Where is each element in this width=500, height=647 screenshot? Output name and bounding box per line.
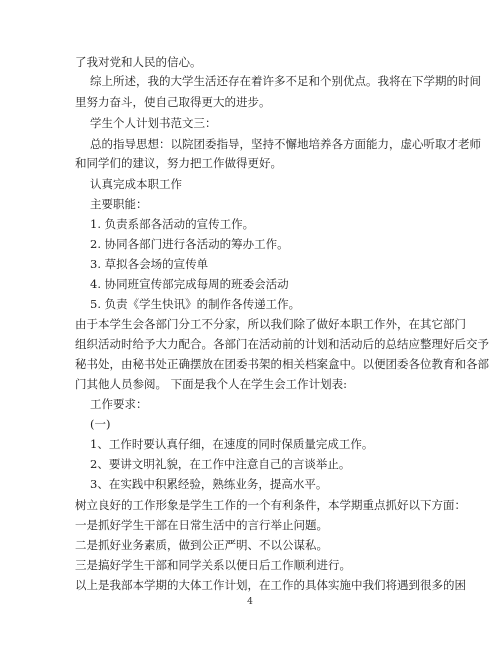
text-line: 组织活动时给予大力配合。各部门在活动前的计划和活动后的总结应整理好后交予 (75, 337, 489, 351)
text-line: 门其他人员参阅。 下面是我个人在学生会工作计划表: (75, 377, 348, 391)
text-line: 2. 协同各部门进行各活动的筹办工作。 (90, 237, 289, 251)
page-number: 4 (247, 597, 253, 607)
text-line: 里努力奋斗，使自己取得更大的进步。 (75, 95, 271, 109)
text-line: 4. 协同班宣传部完成每周的班委会活动 (90, 277, 289, 291)
text-line: 树立良好的工作形象是学生工作的一个有利条件，本学期重点抓好以下方面： (75, 498, 466, 512)
text-line: 一是抓好学生干部在日常生活中的言行举止问题。 (75, 518, 328, 532)
text-line: 以上是我部本学期的大体工作计划，在工作的具体实施中我们将遇到很多的困 (75, 578, 466, 592)
text-line: 二是抓好业务素质，做到公正严明、不以公谋私。 (75, 538, 328, 552)
text-line: 2、要讲文明礼貌，在工作中注意自己的言谈举止。 (90, 457, 351, 471)
text-line: 三是搞好学生干部和同学关系以便日后工作顺利进行。 (75, 558, 351, 572)
text-line: 1. 负责系部各活动的宣传工作。 (90, 217, 255, 231)
text-line: (一) (90, 417, 111, 431)
text-line: 5. 负责《学生快讯》的制作各传递工作。 (90, 297, 301, 311)
text-line: 综上所述，我的大学生活还存在着许多不足和个别优点。我将在下学期的时间 (90, 74, 481, 88)
text-line: 了我对党和人民的信心。 (75, 55, 202, 69)
text-line: 3、在实践中积累经验，熟练业务，提高水平。 (90, 477, 328, 491)
text-line: 由于本学生会各部门分工不分家，所以我们除了做好本职工作外，在其它部门 (75, 317, 466, 331)
text-line: 认真完成本职工作 (90, 177, 182, 191)
text-line: 秘书处，由秘书处正确摆放在团委书架的相关档案盒中。以便团委各位教育和各部 (75, 357, 489, 371)
text-line: 3. 草拟各会场的宣传单 (90, 257, 209, 271)
text-line: 工作要求： (90, 397, 148, 411)
text-line: 主要职能： (90, 197, 148, 211)
text-line: 学生个人计划书范文三： (90, 116, 217, 130)
text-line: 1、工作时要认真仔细，在速度的同时保质量完成工作。 (90, 437, 374, 451)
text-line: 总的指导思想：以院团委指导，坚持不懈地培养各方面能力，虚心听取才老师 (90, 137, 481, 151)
text-line: 和同学们的建议，努力把工作做得更好。 (75, 156, 282, 170)
